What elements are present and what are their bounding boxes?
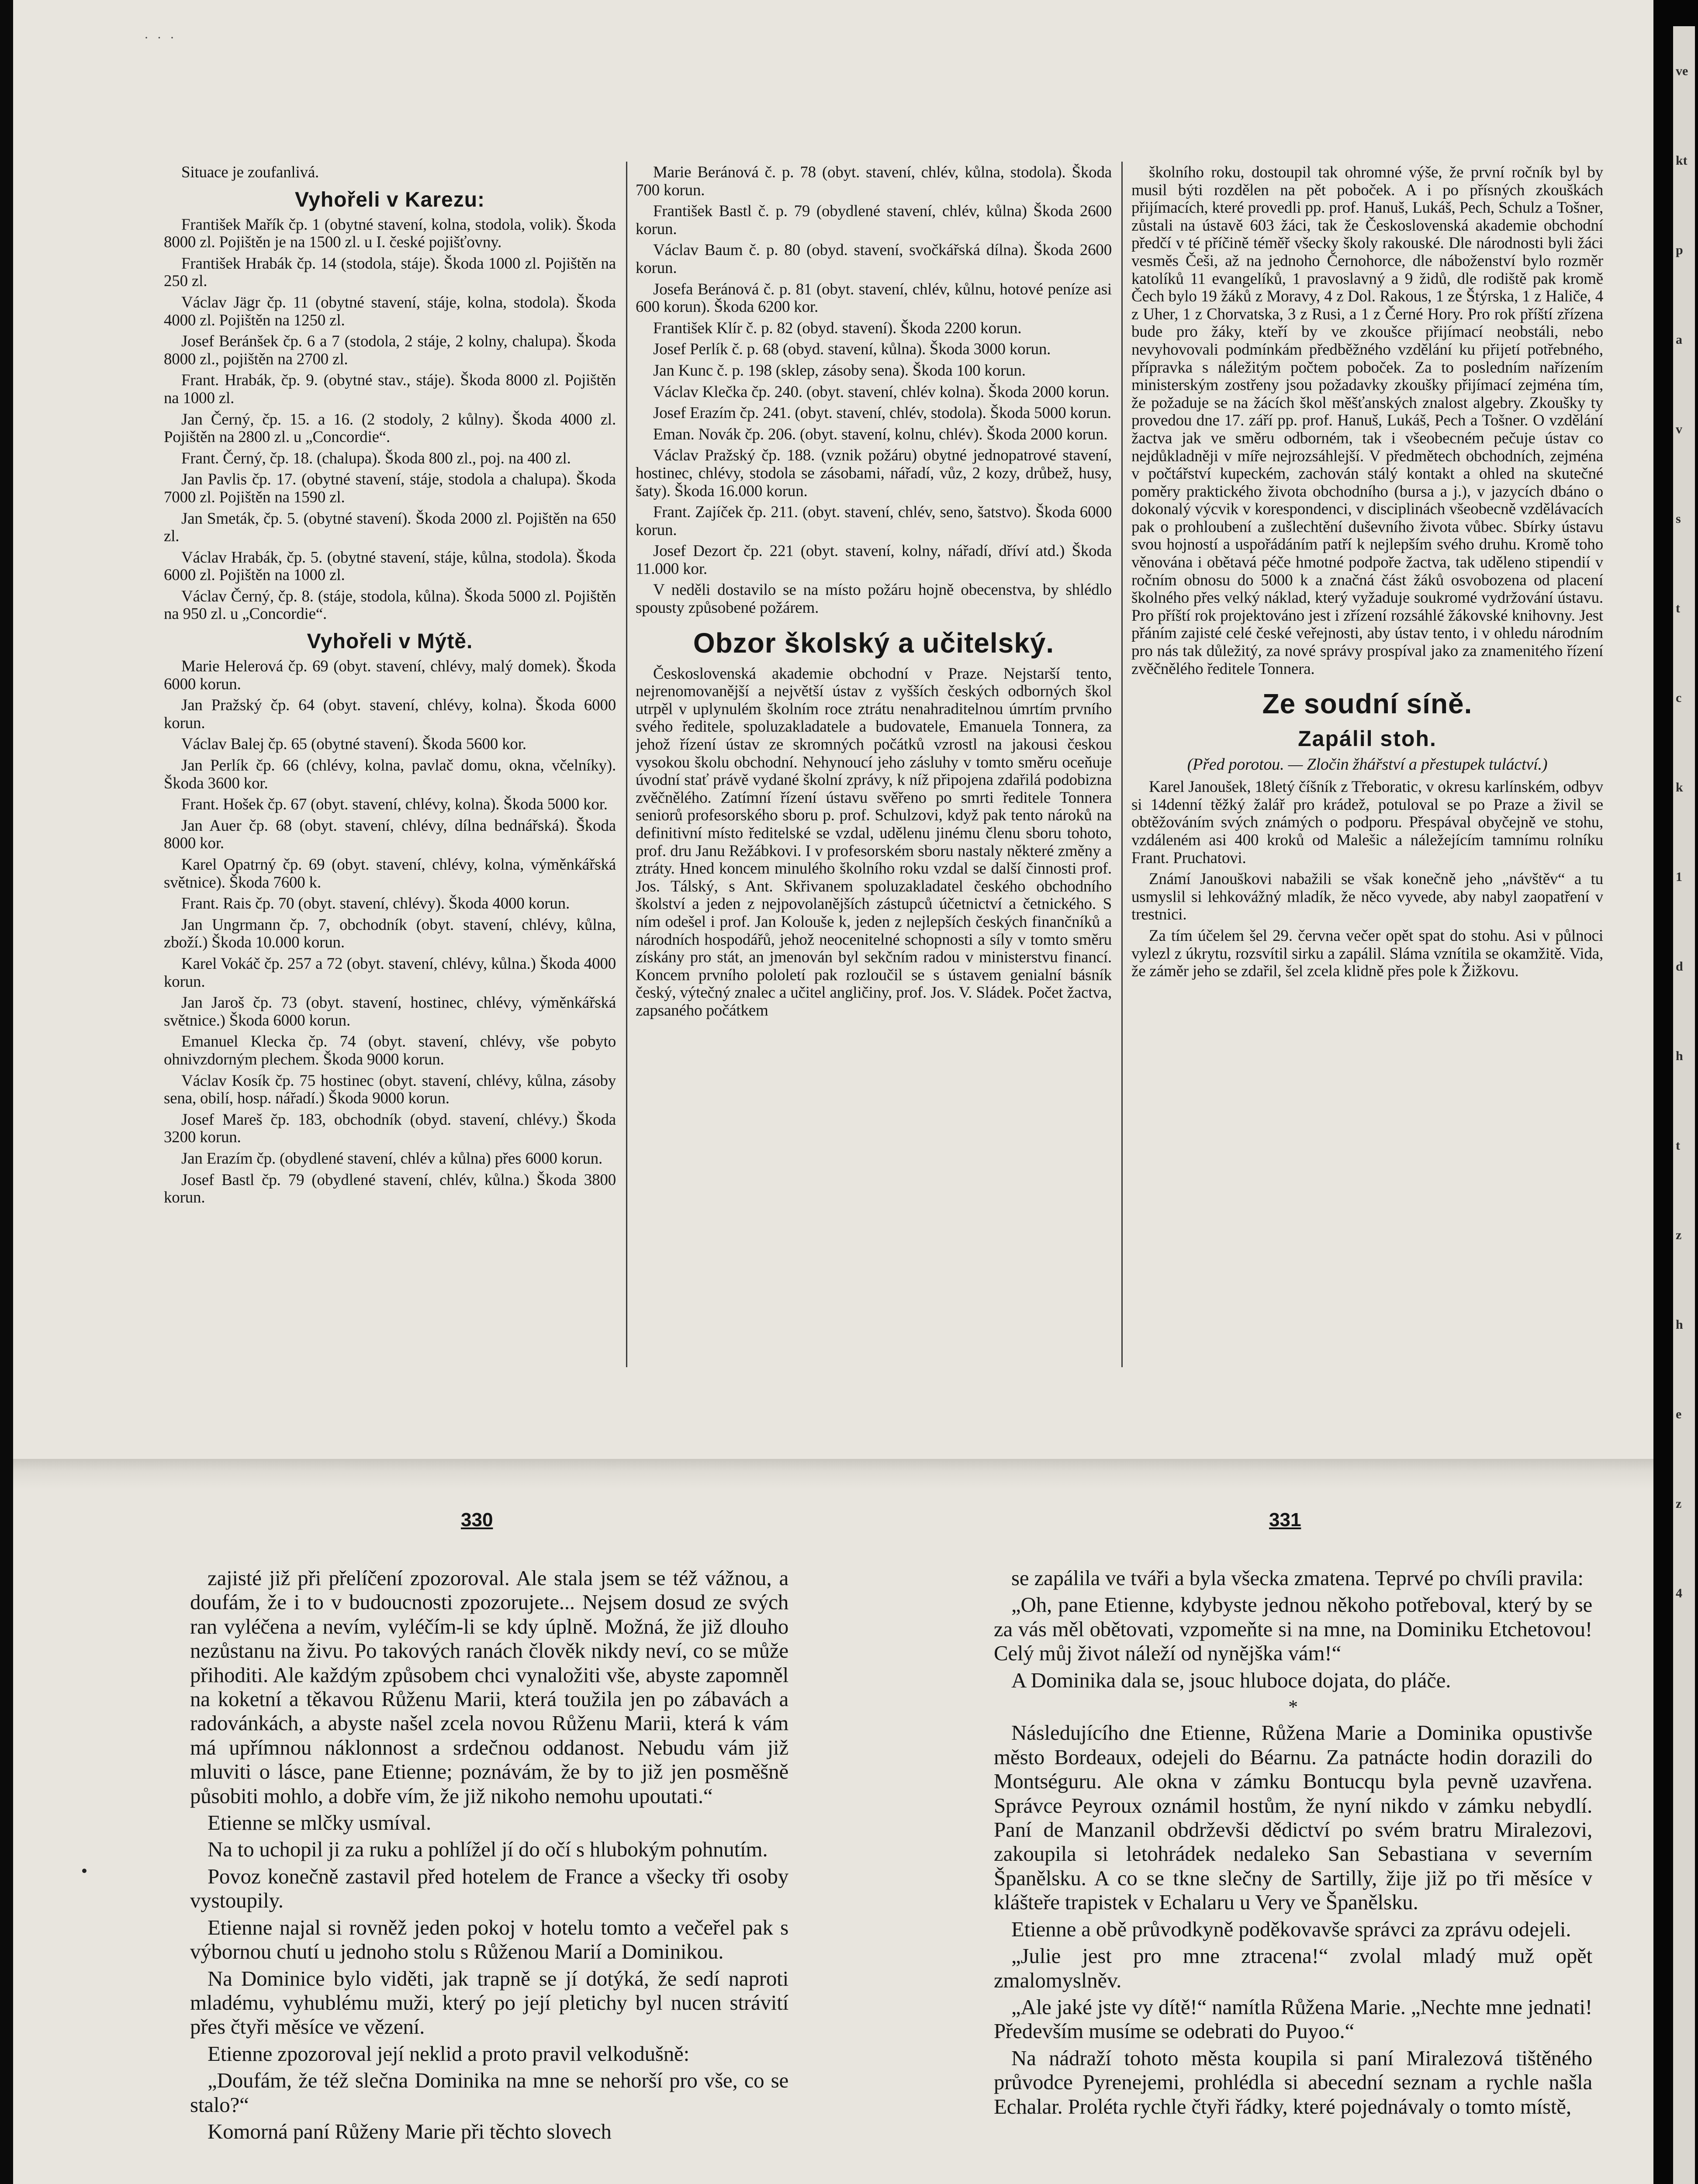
column-upper-middle bbox=[636, 164, 1112, 1378]
edge-fragment: e bbox=[1676, 1407, 1682, 1421]
column-upper-left bbox=[164, 164, 616, 1378]
paragraph: František Bastl č. p. 79 (obydlené stavení, chlév, kůlna) Škoda 2600 korun. bbox=[636, 202, 1112, 238]
paragraph: Na nádraží tohoto města koupila si paní Miralezová tištěného průvodce Pyrenejemi, prohlédla si abecední seznam a rychle našla Echalar. Proléta rychle čtyři řádky, které pojednávaly o tomto místě, bbox=[994, 2046, 1592, 2118]
column-lower-right bbox=[994, 1566, 1592, 2184]
paragraph: Frant. Rais čp. 70 (obyt. stavení, chlévy). Škoda 4000 korun. bbox=[181, 895, 570, 913]
edge-fragment: 1 bbox=[1676, 870, 1682, 884]
paragraph: Václav Balej čp. 65 (obytné stavení). Škoda 5600 kor. bbox=[181, 735, 526, 753]
paragraph: Karel Vokáč čp. 257 a 72 (obyt. stavení, chlévy, kůlna.) Škoda 4000 korun. bbox=[164, 954, 616, 991]
paragraph: Československá akademie obchodní v Praze. Nejstarší tento, nejrenomovanější a největší ústav z vyšších českých odborných škol utrpěl v uplynulém školním roce ztrátu nenahraditelnou úmrtím prvního svého ředitele, spoluzakladatele a budovatele, Emanuela Tonnera, za jehož řízení ústav ze skromných počátků vzrostl na jakousi českou vysokou školu obchodní. Nehynoucí jeho zásluhy v tomto směru oceňuje úvodní stať právě vydané školní zprávy, k níž připojena zdařilá podobizna zvěčnělého. Zatímní řízení ústavu svěřeno po smrti ředitele Tonnera seniorů profesorského sboru p. prof. Schulzovi, když pak tento nároků na definitivní místo ředitelské se vzdal, udělenu jinému členu sboru tohoto, prof. dru Janu Režábkovi. I v profesorském sboru nastaly některé změny a ztráty. Hned koncem minulého školního roku vzdal se další činnosti prof. Jos. Tálský, s Ant. Skřivanem spoluzakladatel českého obchodního školství a jeden z nejpovolanějších zástupců účetnictví a četnického. S ním odešel i prof. Jan Kolouše k, jeden z nejlepších českých finančníků a národních hospodářů, jehož neocenitelné schopnosti a síly v tomto směru získány pro stát, an jmenován byl sekčním radou v ministerstvu financí. Koncem prvního pololetí pak rozloučil se s ústavem genialní básník český, výtečný znalec a učitel angličiny, prof. Jos. V. Sládek. Počet žactva, zapsaného počátkem bbox=[636, 664, 1112, 1019]
paragraph: Václav Pražský čp. 188. (vznik požáru) obytné jednopatrové stavení, hostinec, chlévy, stodola se zásobami, nářadí, vůz, 2 kozy, drůbež, husy, šaty). Škoda 16.000 korun. bbox=[636, 446, 1112, 500]
paragraph: Situace je zoufanlivá. bbox=[181, 164, 319, 181]
section-heading: Obzor školský a učitelský. bbox=[693, 627, 1055, 659]
edge-fragment: k bbox=[1676, 780, 1683, 795]
article-title: Zapálil stoh. bbox=[1298, 726, 1437, 751]
paragraph: „Doufám, že též slečna Dominika na mne se nehorší pro vše, co se stalo?“ bbox=[190, 2068, 788, 2117]
page-fold bbox=[13, 1459, 1653, 1489]
paragraph: Jan Auer čp. 68 (obyt. stavení, chlévy, dílna bednářská). Škoda 8000 kor. bbox=[164, 816, 616, 853]
paragraph: Eman. Novák čp. 206. (obyt. stavení, kolnu, chlév). Škoda 2000 korun. bbox=[653, 425, 1108, 443]
edge-fragment: h bbox=[1676, 1317, 1683, 1332]
paragraph: Emanuel Klecka čp. 74 (obyt. stavení, chlévy, vše pobyto ohnivzdorným plechem. Škoda 9000 korun. bbox=[164, 1033, 616, 1068]
edge-fragment: p bbox=[1676, 243, 1683, 257]
paragraph: Václav Černý, čp. 8. (stáje, stodola, kůlna). Škoda 5000 zl. Pojištěn na 950 zl. u „Concordie“. bbox=[164, 587, 616, 623]
column-lower-left bbox=[190, 1566, 788, 2184]
paragraph: Václav Hrabák, čp. 5. (obytné stavení, stáje, kůlna, stodola). Škoda 6000 zl. Pojištěn na 1000 zl. bbox=[164, 548, 616, 584]
paragraph: Josef Bastl čp. 79 (obydlené stavení, chlév, kůlna.) Škoda 3800 korun. bbox=[164, 1171, 616, 1207]
adjacent-page-edge bbox=[1653, 0, 1698, 2184]
paragraph: Následujícího dne Etienne, Růžena Marie a Dominika opustivše město Bordeaux, odejeli do Béarnu. Za patnácte hodin dorazili do Montséguru. Ale okna v zámku Bontucqu byla pevně uzavřena. Správce Peyroux oznámil hostům, že nyní nikdo v zámku nebydlí. Paní de Manzanil obdrževši dědictví po svém bratru Miralezovi, zakoupila si letohrádek nedaleko San Sebastiana v severním Španělsku. A co se tkne slečny de Sartilly, žije již po tři měsíce v klášteře trapistek v Echalaru u Very ve Španělsku. bbox=[994, 1721, 1592, 1914]
article-subtitle: (Před porotou. — Zločin žhářství a přestupek tuláctví.) bbox=[1187, 755, 1548, 774]
paragraph: František Hrabák čp. 14 (stodola, stáje). Škoda 1000 zl. Pojištěn na 250 zl. bbox=[164, 254, 616, 290]
top-mark: · · · bbox=[144, 31, 177, 45]
paragraph: Josef Perlík č. p. 68 (obyd. stavení, kůlna). Škoda 3000 korun. bbox=[653, 340, 1051, 359]
page-number-left: 330 bbox=[461, 1509, 493, 1531]
paragraph: „Julie jest pro mne ztracena!“ zvolal mladý muž opět zmalomyslněv. bbox=[994, 1944, 1592, 1992]
scanned-newspaper-page bbox=[13, 0, 1653, 2184]
paragraph: Etienne se mlčky usmíval. bbox=[207, 1811, 432, 1835]
subsection-heading: Vyhořeli v Karezu: bbox=[294, 188, 485, 211]
paragraph: Etienne a obě průvodkyně poděkovavše správci za zprávu odejeli. bbox=[1011, 1917, 1571, 1941]
edge-fragment: 4 bbox=[1676, 1586, 1682, 1600]
column-rule bbox=[1121, 162, 1123, 1367]
edge-fragment: c bbox=[1676, 691, 1682, 705]
paragraph: Jan Ungrmann čp. 7, obchodník (obyt. stavení, chlévy, kůlna, zboží.) Škoda 10.000 korun. bbox=[164, 916, 616, 952]
paragraph: Etienne najal si rovněž jeden pokoj v hotelu tomto a večeřel pak s výbornou chutí u jednoho stolu s Růženou Marií a Dominikou. bbox=[190, 1915, 788, 1964]
paragraph: Josef Beránšek čp. 6 a 7 (stodola, 2 stáje, 2 kolny, chalupa). Škoda 8000 zl., pojištěn na 2700 zl. bbox=[164, 332, 616, 368]
paragraph: Josef Erazím čp. 241. (obyt. stavení, chlév, stodola). Škoda 5000 korun. bbox=[653, 404, 1111, 422]
paragraph: Marie Helerová čp. 69 (obyt. stavení, chlévy, malý domek). Škoda 6000 korun. bbox=[164, 657, 616, 693]
paragraph: Jan Smeták, čp. 5. (obytné stavení). Škoda 2000 zl. Pojištěn na 650 zl. bbox=[164, 509, 616, 546]
edge-fragment: t bbox=[1676, 1138, 1680, 1153]
paragraph: Jan Pavlis čp. 17. (obytné stavení, stáje, stodola a chalupa). Škoda 7000 zl. Pojištěn na 1590 zl. bbox=[164, 470, 616, 506]
paragraph: Marie Beránová č. p. 78 (obyt. stavení, chlév, kůlna, stodola). Škoda 700 korun. bbox=[636, 164, 1112, 199]
paragraph: „Oh, pane Etienne, kdybyste jednou někoho potřeboval, který by se za vás měl obětovati, vzpomeňte si na mne, na Dominiku Etchetovou! Celý můj život náleží od nynějška vám!“ bbox=[994, 1593, 1592, 1666]
paragraph: Josef Mareš čp. 183, obchodník (obyd. stavení, chlévy.) Škoda 3200 korun. bbox=[164, 1110, 616, 1147]
edge-fragment: d bbox=[1676, 959, 1683, 974]
edge-fragment: a bbox=[1676, 332, 1682, 347]
paragraph: František Klír č. p. 82 (obyd. stavení). Škoda 2200 korun. bbox=[653, 319, 1022, 337]
paragraph: V neděli dostavilo se na místo požáru hojně obecenstva, by shlédlo spousty způsobené požárem. bbox=[636, 581, 1112, 617]
edge-fragment: v bbox=[1676, 422, 1682, 436]
paragraph: Karel Opatrný čp. 69 (obyt. stavení, chlévy, kolna, výměnkářská světnice). Škoda 7600 k. bbox=[164, 856, 616, 892]
paragraph: Karel Janoušek, 18letý číšník z Třeboratic, v okresu karlínském, odbyv si 14denní těžký žalář pro krádež, potuloval se po Praze a živil se obtěžováním svých známých o podporu. Přespával obyčejně ve stohu, vzdáleném asi 400 kroků od Malešic a náležejícím tamnímu rolníku Frant. Pruchatovi. bbox=[1131, 778, 1603, 867]
margin-dot bbox=[82, 1869, 86, 1873]
paragraph: Jan Pražský čp. 64 (obyt. stavení, chlévy, kolna). Škoda 6000 korun. bbox=[164, 696, 616, 732]
paragraph: Komorná paní Růženy Marie při těchto slovech bbox=[207, 2119, 612, 2143]
column-rule bbox=[626, 162, 627, 1367]
paragraph: Za tím účelem šel 29. června večer opět spat do stohu. Asi v půlnoci vylezl z úkrytu, rozsvítil sirku a zapálil. Sláma vznítila se okamžitě. Vida, že záměr jeho se zdařil, šel zcela klidně přes pole k Žižkovu. bbox=[1131, 926, 1603, 981]
edge-fragment: t bbox=[1676, 601, 1680, 615]
paragraph: zajisté již při přelíčení zpozoroval. Ale stala jsem se též vážnou, a doufám, že i to v budoucnosti zpozorujete... Nejsem dosud ze svých ran vyléčena a nevím, vyléčím-li se kdy úplně. Možná, že již dlouho nezůstanu na živu. Po takových ranách člověk nikdy neví, co se může přihoditi. Ale každým způsobem chci vynaložiti vše, abyste zapomněl na koketní a těkavou Růženu Marii, která toužila jen po zábavách a radovánkách, a abyste našel zcela novou Růženu Marii, která k vám má upřímnou náklonnost a srdečnou oddanost. Nebudu vám již mluviti o lásce, pane Etienne; poznávám, že by to již jen posměšně působiti mohlo, a dobře vím, že již nikoho nemohu upoutati.“ bbox=[190, 1566, 788, 1808]
section-separator: * bbox=[1288, 1696, 1298, 1718]
adjacent-page-fragments bbox=[1673, 26, 1695, 2184]
section-heading: Ze soudní síně. bbox=[1262, 688, 1473, 720]
edge-fragment: z bbox=[1676, 1496, 1682, 1511]
paragraph: Václav Baum č. p. 80 (obyd. stavení, svočkářská dílna). Škoda 2600 korun. bbox=[636, 241, 1112, 277]
paragraph: A Dominika dala se, jsouc hluboce dojata, do pláče. bbox=[1011, 1668, 1451, 1692]
paragraph: Josefa Beránová č. p. 81 (obyt. stavení, chlév, kůlnu, hotové peníze asi 600 korun). Škoda 6200 kor. bbox=[636, 280, 1112, 316]
paragraph: Známí Janouškovi nabažili se však konečně jeho „návštěv“ a tu usmyslil si lehkovážný mladík, že něco vyvede, aby nabyl zaopatření v trestnici. bbox=[1131, 870, 1603, 924]
paragraph: Jan Černý, čp. 15. a 16. (2 stodoly, 2 kůlny). Škoda 4000 zl. Pojištěn na 2800 zl. u „Concordie“. bbox=[164, 410, 616, 446]
paragraph: Josef Dezort čp. 221 (obyt. stavení, kolny, nářadí, dříví atd.) Škoda 11.000 kor. bbox=[636, 542, 1112, 578]
column-upper-right bbox=[1131, 164, 1603, 1378]
paragraph: Václav Jägr čp. 11 (obytné stavení, stáje, kolna, stodola). Škoda 4000 zl. Pojištěn na 1250 zl. bbox=[164, 293, 616, 329]
paragraph: Na to uchopil ji za ruku a pohlížel jí do očí s hlubokým pohnutím. bbox=[207, 1837, 768, 1862]
paragraph: školního roku, dostoupil tak ohromné výše, že první ročník byl by musil býti rozdělen na pět poboček. A i po přísných zkouškách přijímacích, které provedli pp. prof. Hanuš, Lukáš, Pech, Schulz a Tošner, zůstali na ústavě 603 žáci, tak že Československá akademie obchodní předčí v té příčině téměř všecky školy rakouské. Dle národnosti byli žáci vesměs Češi, až na jednoho Černohorce, dle náboženství bylo rozměr katolíků 11 evangelíků, 1 pravoslavný a 9 židů, dle rodiště pak kromě Čech bylo 19 žáků z Moravy, 4 z Dol. Rakous, 1 ze Štýrska, 1 z Haliče, 4 z Uher, 1 z Chorvatska, 3 z Rusi, a 1 z Černé Hory. Pro rok příští zřízena bude pro žáky, kteří by ve zkoušce přijímací neobstáli, nebo nevyhovovali podmínkám předběžného vzdělání ku přijetí potřebného, přípravka s náležitým počtem poboček. Za to posledním nařízením ministerským zostřeny jsou požadavky zkoušky přijímací zejména tím, že požaduje se na žácích škol měšťanských znalost algebry. Zkoušky ty provedou dne 17. září pp. prof. Hanuš, Lukáš, Pech a Tošner. O vzdělání žactva jak ve směru odborném, tak i všeobecném pečuje ústav co nejdůkladněji v míře nejrozsáhlejší. V předmětech obchodních, zejména v počtářství kupeckém, zachován stálý kontakt a ohled na skutečné poměry praktického života obchodního (bursa a j.), v jazycích dbáno o dokonalý výcvik v korespondenci, v disciplinách všeobecně vzdělávacích pak o prohloubení a zušlechtění duševního života vůbec. Sbírky ústavu svou hojností a uspořádáním patří k nejlepším svého druhu. Kromě toho věnována i obětavá péče hmotné podpoře žactva, tak uděleno stipendií v ročním obnosu do 5000 k a značná část žáků osvobozena od placení školného přes velký náklad, který vyžaduje soukromé vydržování ústavu. Pro příští rok projektováno jest i zřízení rozsáhlé žákovské knihovny. Jest přáním zajisté celé české veřejnosti, aby ústav tento, i v ohledu národním pro nás tak důležitý, za nové správy prospíval jako za znamenitého řízení zvěčnělého ředitele Tonnera. bbox=[1131, 164, 1603, 678]
paragraph: Frant. Hrabák, čp. 9. (obytné stav., stáje). Škoda 8000 zl. Pojištěn na 1000 zl. bbox=[164, 371, 616, 407]
edge-fragment: ve bbox=[1676, 64, 1688, 78]
paragraph: „Ale jaké jste vy dítě!“ namítla Růžena Marie. „Nechte mne jednati! Především musíme se odebrati do Puyoo.“ bbox=[994, 1994, 1592, 2043]
page-number-right: 331 bbox=[1269, 1509, 1301, 1531]
paragraph: Václav Klečka čp. 240. (obyt. stavení, chlév kolna). Škoda 2000 korun. bbox=[653, 383, 1110, 401]
paragraph: Frant. Zajíček čp. 211. (obyt. stavení, chlév, seno, šatstvo). Škoda 6000 korun. bbox=[636, 503, 1112, 539]
paragraph: František Mařík čp. 1 (obytné stavení, kolna, stodola, volik). Škoda 8000 zl. Pojištěn je na 1500 zl. u I. české pojišťovny. bbox=[164, 215, 616, 252]
paragraph: Povoz konečně zastavil před hotelem de France a všecky tři osoby vystoupily. bbox=[190, 1864, 788, 1913]
paragraph: Jan Jaroš čp. 73 (obyt. stavení, hostinec, chlévy, výměnkářská světnice.) Škoda 6000 korun. bbox=[164, 994, 616, 1030]
edge-fragment: kt bbox=[1676, 153, 1688, 168]
paragraph: Frant. Hošek čp. 67 (obyt. stavení, chlévy, kolna). Škoda 5000 kor. bbox=[181, 795, 608, 814]
paragraph: Jan Erazím čp. (obydlené stavení, chlév a kůlna) přes 6000 korun. bbox=[181, 1149, 603, 1168]
edge-fragment: s bbox=[1676, 511, 1681, 526]
edge-fragment: z bbox=[1676, 1228, 1682, 1242]
paragraph: Jan Kunc č. p. 198 (sklep, zásoby sena). Škoda 100 korun. bbox=[653, 361, 1026, 380]
paragraph: Jan Perlík čp. 66 (chlévy, kolna, pavlač domu, okna, včelníky). Škoda 3600 kor. bbox=[164, 757, 616, 792]
edge-fragment: h bbox=[1676, 1049, 1683, 1063]
subsection-heading: Vyhořeli v Mýtě. bbox=[307, 630, 473, 653]
paragraph: se zapálila ve tváři a byla všecka zmatena. Teprvé po chvíli pravila: bbox=[1011, 1566, 1584, 1590]
paragraph: Etienne zpozoroval její neklid a proto pravil velkodušně: bbox=[207, 2041, 690, 2066]
paragraph: Václav Kosík čp. 75 hostinec (obyt. stavení, chlévy, kůlna, zásoby sena, obilí, hosp. nářadí.) Škoda 9000 korun. bbox=[164, 1071, 616, 1108]
paragraph: Na Dominice bylo viděti, jak trapně se jí dotýká, že sedí naproti mladému, vyhublému muži, který po její pletichy byl nucen strávití přes čtyři měsíce ve vězení. bbox=[190, 1966, 788, 2039]
paragraph: Frant. Černý, čp. 18. (chalupa). Škoda 800 zl., poj. na 400 zl. bbox=[181, 449, 571, 467]
